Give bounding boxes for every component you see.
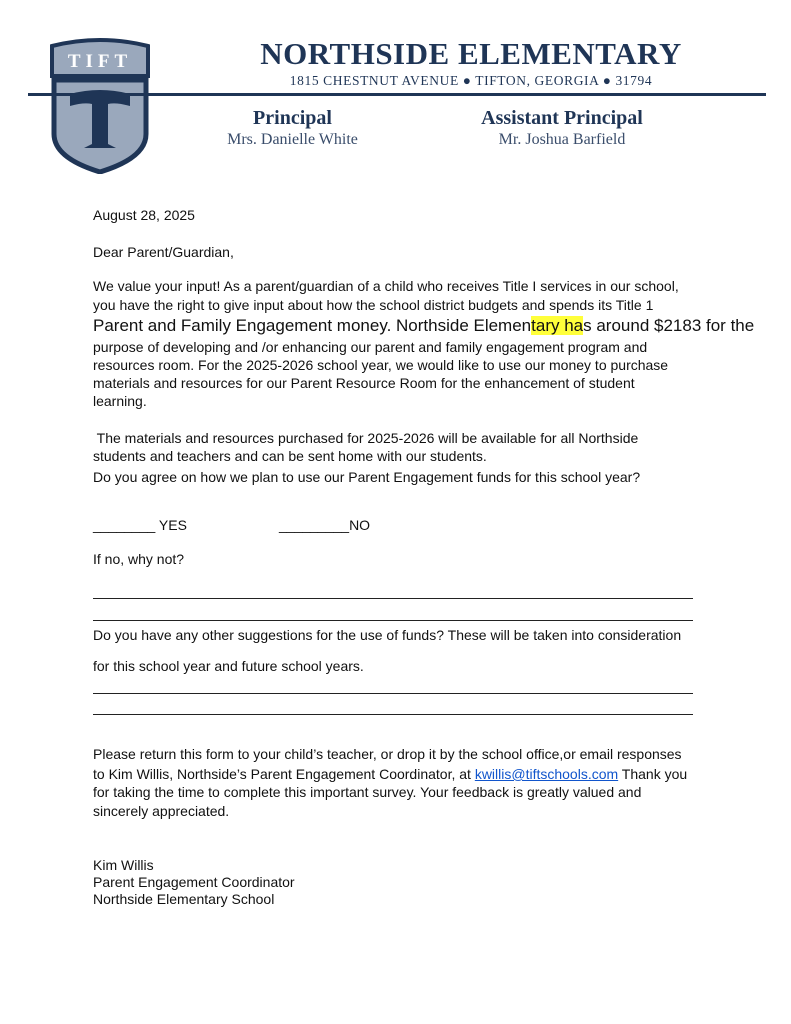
answer-line-2[interactable] xyxy=(93,620,693,621)
principal-title: Principal xyxy=(253,107,332,129)
paragraph-2-line-1: The materials and resources purchased for 2025-2026 will be available for all Northside xyxy=(93,430,639,446)
return-instructions-line-4: sincerely appreciated. xyxy=(93,803,230,819)
return-line-2-end: Thank you xyxy=(618,766,688,782)
answer-line-1[interactable] xyxy=(93,598,693,599)
assistant-principal-name: Mr. Joshua Barfield xyxy=(498,131,626,148)
return-instructions-line-1: Please return this form to your child’s teacher, or drop it by the school office,or email responses xyxy=(93,746,682,762)
yes-option[interactable]: ________ YES xyxy=(93,517,187,533)
header-rule xyxy=(28,93,766,96)
return-instructions-line-2 xyxy=(93,765,687,783)
no-option[interactable]: _________NO xyxy=(279,517,371,533)
signature-name: Kim Willis xyxy=(93,857,154,873)
principal-block xyxy=(210,106,375,150)
paragraph-1-line-3-start: Parent and Family Engagement money. Northside Elemen xyxy=(93,316,532,335)
paragraph-2-line-2: students and teachers and can be sent home with our students. xyxy=(93,448,487,464)
assistant-principal-title: Assistant Principal xyxy=(481,107,643,129)
return-line-2-start: to Kim Willis, Northside’s Parent Engagement Coordinator, at xyxy=(93,766,475,782)
if-no-prompt: If no, why not? xyxy=(93,551,185,567)
salutation: Dear Parent/Guardian, xyxy=(93,244,234,260)
assistant-principal-block xyxy=(462,106,662,150)
suggestions-question-line-2: for this school year and future school years. xyxy=(93,658,364,674)
paragraph-1-line-3 xyxy=(93,316,754,336)
paragraph-1-line-3-end: s around $2183 for the xyxy=(583,316,755,335)
school-name: NORTHSIDE ELEMENTARY xyxy=(260,36,682,71)
school-shield-logo xyxy=(46,36,154,174)
paragraph-1-line-2: you have the right to give input about how the school district budgets and spends its Title 1 xyxy=(93,297,654,313)
return-instructions-line-3: for taking the time to complete this important survey. Your feedback is greatly valued and xyxy=(93,784,642,800)
paragraph-1-line-5: resources room. For the 2025-2026 school year, we would like to use our money to purchase xyxy=(93,357,669,373)
paragraph-1-line-4: purpose of developing and /or enhancing our parent and family engagement program and xyxy=(93,339,648,355)
signature-school: Northside Elementary School xyxy=(93,891,275,907)
paragraph-1-line-6: materials and resources for our Parent Resource Room for the enhancement of student xyxy=(93,375,635,391)
letter-date: August 28, 2025 xyxy=(93,207,195,223)
suggestions-question-line-1: Do you have any other suggestions for the use of funds? These will be taken into consideration xyxy=(93,627,682,643)
email-link[interactable]: kwillis@tiftschools.com xyxy=(474,766,619,782)
paragraph-1-line-7: learning. xyxy=(93,393,147,409)
svg-text:TIFT: TIFT xyxy=(67,51,133,72)
highlighted-text: tary ha xyxy=(531,316,584,335)
suggestion-line-2[interactable] xyxy=(93,714,693,715)
school-address: 1815 CHESTNUT AVENUE ● TIFTON, GEORGIA ● 31794 xyxy=(289,73,653,88)
letterhead xyxy=(0,0,791,180)
paragraph-1-line-1: We value your input! As a parent/guardian of a child who receives Title I services in our school, xyxy=(93,278,679,294)
suggestion-line-1[interactable] xyxy=(93,693,693,694)
principal-name: Mrs. Danielle White xyxy=(227,131,358,148)
signature-title: Parent Engagement Coordinator xyxy=(93,874,295,890)
agreement-question: Do you agree on how we plan to use our Parent Engagement funds for this school year? xyxy=(93,469,641,485)
